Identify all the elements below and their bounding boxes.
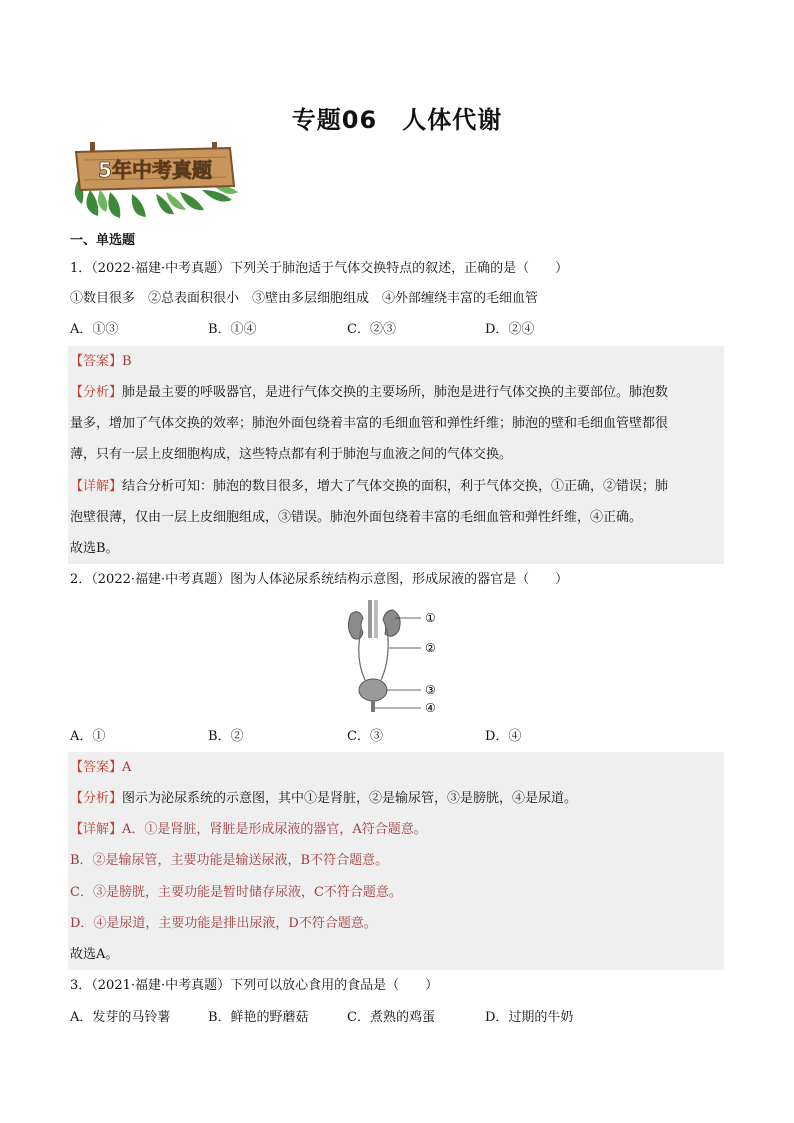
conclusion: 故选B。 xyxy=(70,541,119,556)
option-a: A．①③ xyxy=(70,322,119,337)
option-d: D．过期的牛奶 xyxy=(485,1010,574,1025)
section-heading: 一、单选题 xyxy=(70,233,136,248)
answer-tag: 【答案】 xyxy=(70,760,123,775)
question-3-stem: 3．（2021·福建·中考真题）下列可以放心食用的食品是（ ） xyxy=(70,978,439,993)
question-2-stem: 2．（2022·福建·中考真题）图为人体泌尿系统结构示意图，形成尿液的器官是（ ） xyxy=(70,572,569,587)
detail-line: B．②是输尿管，主要功能是输送尿液，B不符合题意。 xyxy=(70,853,389,868)
answer-value: A xyxy=(122,760,132,775)
answer-value: B xyxy=(122,354,132,369)
detail-line: D．④是尿道，主要功能是排出尿液，D不符合题意。 xyxy=(70,916,377,931)
detail-tag: 【详解】 xyxy=(70,822,123,837)
answer-tag: 【答案】 xyxy=(70,354,123,369)
option-b: B．鲜艳的野蘑菇 xyxy=(208,1010,309,1025)
option-c: C．煮熟的鸡蛋 xyxy=(347,1010,435,1025)
analysis-line: 肺是最主要的呼吸器官，是进行气体交换的主要场所，肺泡是进行气体交换的主要部位。肺泡数 xyxy=(122,385,669,400)
diagram-label-2: ② xyxy=(425,641,436,655)
analysis-line: 量多，增加了气体交换的效率；肺泡外面包绕着丰富的毛细血管和弹性纤维；肺泡的壁和毛细血管壁都很 xyxy=(70,416,669,431)
option-b: B．② xyxy=(208,729,244,744)
option-b: B．①④ xyxy=(208,322,257,337)
option-c: C．③ xyxy=(347,729,383,744)
detail-tag: 【详解】 xyxy=(70,479,123,494)
badge-image xyxy=(70,140,240,218)
detail-line: 泡壁很薄，仅由一层上皮细胞组成，③错误。肺泡外面包绕着丰富的毛细血管和弹性纤维，④正确。 xyxy=(70,510,643,525)
detail-line: A．①是肾脏，肾脏是形成尿液的器官，A符合题意。 xyxy=(122,822,427,837)
diagram-label-1: ① xyxy=(425,611,436,625)
question-1-stem: 1．（2022·福建·中考真题）下列关于肺泡适于气体交换特点的叙述，正确的是（ ） xyxy=(70,261,569,276)
option-a: A．发芽的马铃薯 xyxy=(70,1010,171,1025)
option-d: D．②④ xyxy=(485,322,535,337)
analysis-tag: 【分析】 xyxy=(70,385,123,400)
analysis-line: 图示为泌尿系统的示意图，其中①是肾脏，②是输尿管，③是膀胱，④是尿道。 xyxy=(122,791,578,806)
badge-text: 5年中考真题 xyxy=(98,158,212,182)
answer-box-1 xyxy=(68,346,724,564)
diagram-label-3: ③ xyxy=(425,683,436,697)
question-1-items: ①数目很多 ②总表面积很小 ③壁由多层细胞组成 ④外部缠绕丰富的毛细血管 xyxy=(70,291,539,306)
answer-box-2 xyxy=(68,752,724,970)
conclusion: 故选A。 xyxy=(70,947,119,962)
page-title: 专题06 人体代谢 xyxy=(291,106,503,134)
option-c: C．②③ xyxy=(347,322,396,337)
option-a: A．① xyxy=(70,729,106,744)
detail-line: C．③是膀胱，主要功能是暂时储存尿液，C不符合题意。 xyxy=(70,885,402,900)
option-d: D．④ xyxy=(485,729,522,744)
detail-line: 结合分析可知：肺泡的数目很多，增大了气体交换的面积，利于气体交换，①正确，②错误；肺 xyxy=(122,479,669,494)
analysis-line: 薄，只有一层上皮细胞构成，这些特点都有利于肺泡与血液之间的气体交换。 xyxy=(70,447,513,462)
diagram-label-4: ④ xyxy=(425,701,436,715)
analysis-tag: 【分析】 xyxy=(70,791,123,806)
urinary-system-diagram xyxy=(345,598,455,720)
